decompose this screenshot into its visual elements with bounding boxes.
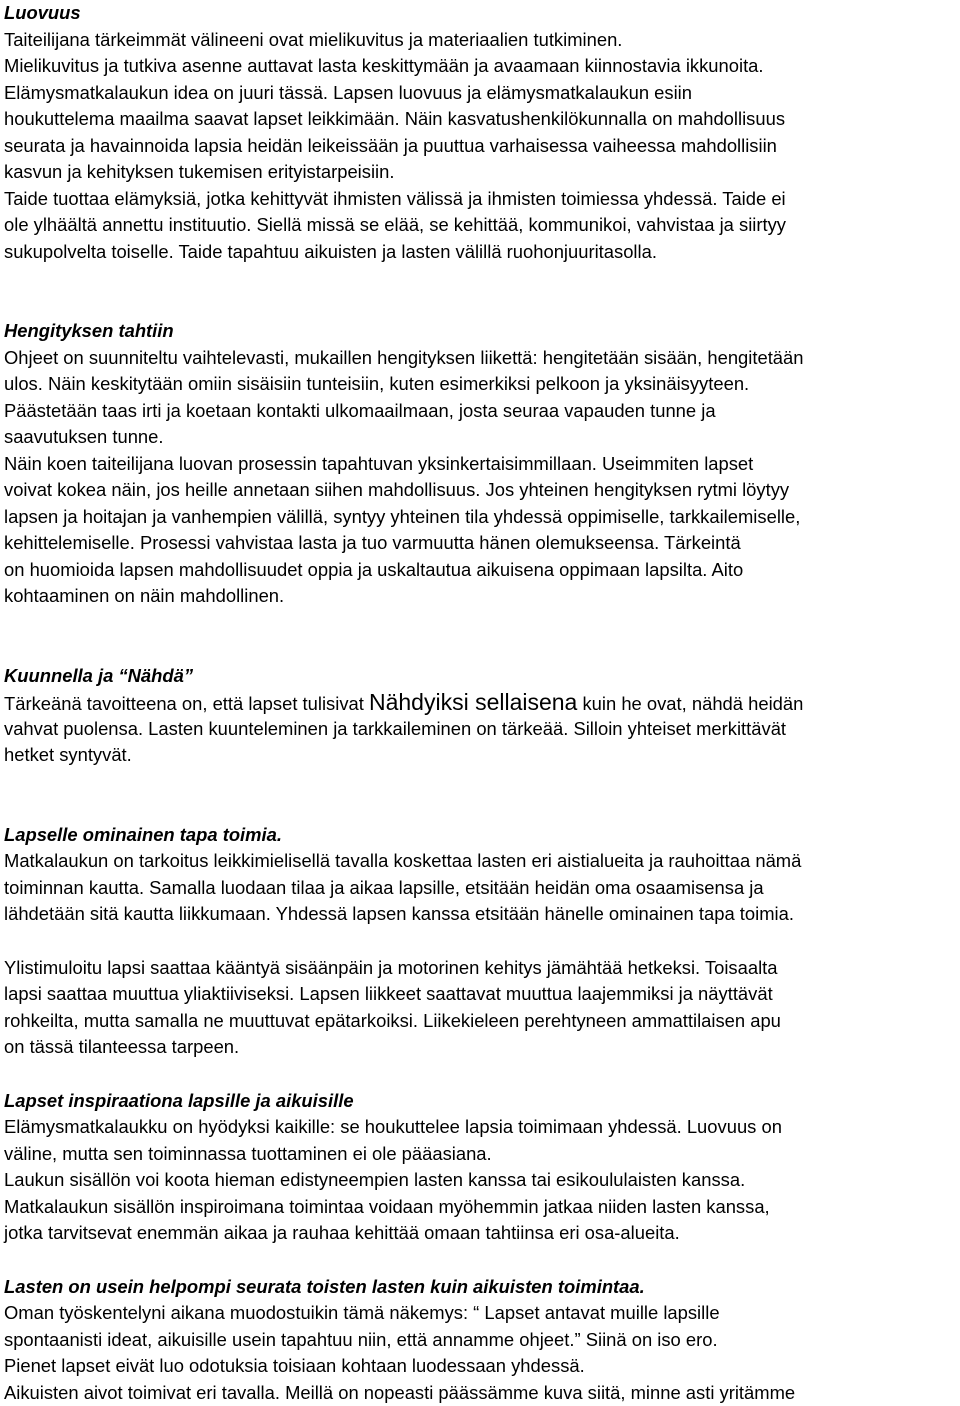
section-body-luovuus — [4, 27, 960, 266]
paragraph-line: kasvun ja kehityksen tukemisen erityistarpeisiin. — [4, 159, 960, 186]
text-run: kuin he ovat, nähdä heidän — [577, 693, 803, 714]
section-body-lasten-helpompi — [4, 1300, 960, 1406]
paragraph-line: Ohjeet on suunniteltu vaihtelevasti, mukaillen hengityksen liikettä: hengitetään sisään, hengitetään — [4, 345, 960, 372]
paragraph-line: spontaanisti ideat, aikuisille usein tapahtuu niin, että annamme ohjeet.” Siinä on iso ero. — [4, 1327, 960, 1354]
paragraph-line: seurata ja havainnoida lapsia heidän leikeissään ja puuttua varhaisessa vaiheessa mahdollisiin — [4, 133, 960, 160]
paragraph-line: hetket syntyvät. — [4, 742, 960, 769]
paragraph-line: Mielikuvitus ja tutkiva asenne auttavat lasta keskittymään ja avaamaan kiinnostavia ikkunoita. — [4, 53, 960, 80]
paragraph-line: on huomioida lapsen mahdollisuudet oppia ja uskaltautua aikuisena oppimaan lapsilta. Aito — [4, 557, 960, 584]
spacer — [4, 928, 960, 955]
paragraph-line: Elämysmatkalaukun idea on juuri tässä. Lapsen luovuus ja elämysmatkalaukun esiin — [4, 80, 960, 107]
paragraph-line: rohkeilta, mutta samalla ne muuttuvat epätarkoiksi. Liikekieleen perehtyneen ammattilaisen apu — [4, 1008, 960, 1035]
paragraph-line: lapsi saattaa muuttua yliaktiiviseksi. Lapsen liikkeet saattavat muuttua laajemmiksi ja näyttävät — [4, 981, 960, 1008]
paragraph-line: kehittelemiselle. Prosessi vahvistaa lasta ja tuo varmuutta hänen olemukseensa. Tärkeintä — [4, 530, 960, 557]
paragraph-line: Aikuisten aivot toimivat eri tavalla. Meillä on nopeasti päässämme kuva siitä, minne asti yritämme — [4, 1380, 960, 1406]
paragraph-line: kohtaaminen on näin mahdollinen. — [4, 583, 960, 610]
paragraph-line: on tässä tilanteessa tarpeen. — [4, 1034, 960, 1061]
paragraph-line: voivat kokea näin, jos heille annetaan siihen mahdollisuus. Jos yhteinen hengityksen rytmi löytyy — [4, 477, 960, 504]
paragraph-line — [4, 689, 960, 716]
paragraph-line: toiminnan kautta. Samalla luodaan tilaa ja aikaa lapsille, etsitään heidän oma osaamisensa ja — [4, 875, 960, 902]
section-heading-kuunnella-ja-nahda: Kuunnella ja “Nähdä” — [4, 663, 960, 690]
paragraph-line: väline, mutta sen toiminnassa tuottaminen ei ole pääasiana. — [4, 1141, 960, 1168]
section-heading-luovuus: Luovuus — [4, 0, 960, 27]
paragraph-line: Laukun sisällön voi koota hieman edistyneempien lasten kanssa tai esikoululaisten kanssa. — [4, 1167, 960, 1194]
section-heading-lasten-helpompi: Lasten on usein helpompi seurata toisten lasten kuin aikuisten toimintaa. — [4, 1274, 960, 1301]
paragraph-line: Taiteilijana tärkeimmät välineeni ovat mielikuvitus ja materiaalien tutkiminen. — [4, 27, 960, 54]
emphasized-text-run: Nähdyiksi sellaisena — [369, 689, 577, 715]
paragraph-line: Matkalaukun sisällön inspiroimana toimintaa voidaan myöhemmin jatkaa niiden lasten kanssa, — [4, 1194, 960, 1221]
paragraph-line: Matkalaukun on tarkoitus leikkimielisellä tavalla koskettaa lasten eri aistialueita ja rauhoittaa nämä — [4, 848, 960, 875]
paragraph-line: Näin koen taiteilijana luovan prosessin tapahtuvan yksinkertaisimmillaan. Useimmiten lapset — [4, 451, 960, 478]
spacer — [4, 265, 960, 318]
section-heading-lapset-inspiraationa: Lapset inspiraationa lapsille ja aikuisille — [4, 1088, 960, 1115]
section-body-kuunnella-ja-nahda — [4, 689, 960, 769]
spacer — [4, 769, 960, 822]
paragraph-line: Pienet lapset eivät luo odotuksia toisiaan kohtaan luodessaan yhdessä. — [4, 1353, 960, 1380]
section-body-lapset-inspiraationa — [4, 1114, 960, 1247]
paragraph-line: vahvat puolensa. Lasten kuunteleminen ja tarkkaileminen on tärkeää. Silloin yhteiset merkittävät — [4, 716, 960, 743]
section-heading-hengityksen-tahtiin: Hengityksen tahtiin — [4, 318, 960, 345]
section-body-hengityksen-tahtiin — [4, 345, 960, 610]
paragraph-line: saavutuksen tunne. — [4, 424, 960, 451]
paragraph-line: jotka tarvitsevat enemmän aikaa ja rauhaa kehittää omaan tahtiinsa eri osa-alueita. — [4, 1220, 960, 1247]
text-run: Tärkeänä tavoitteena on, että lapset tulisivat — [4, 693, 369, 714]
paragraph-line: Päästetään taas irti ja koetaan kontakti ulkomaailmaan, josta seuraa vapauden tunne ja — [4, 398, 960, 425]
paragraph-line: lähdetään sitä kautta liikkumaan. Yhdessä lapsen kanssa etsitään hänelle ominainen tapa toimia. — [4, 901, 960, 928]
section-body-lapselle-ominainen — [4, 848, 960, 1061]
paragraph-line: lapsen ja hoitajan ja vanhempien välillä, syntyy yhteinen tila yhdessä oppimiselle, tarkkailemiselle, — [4, 504, 960, 531]
paragraph-line: Taide tuottaa elämyksiä, jotka kehittyvät ihmisten välissä ja ihmisten toimiessa yhdessä. Taide ei — [4, 186, 960, 213]
paragraph-line: ole ylhäältä annettu instituutio. Siellä missä se elää, se kehittää, kommunikoi, vahvistaa ja siirtyy — [4, 212, 960, 239]
spacer — [4, 1247, 960, 1274]
paragraph-line: sukupolvelta toiselle. Taide tapahtuu aikuisten ja lasten välillä ruohonjuuritasolla. — [4, 239, 960, 266]
paragraph-line: ulos. Näin keskitytään omiin sisäisiin tunteisiin, kuten esimerkiksi pelkoon ja yksinäisyyteen. — [4, 371, 960, 398]
paragraph-line: Ylistimuloitu lapsi saattaa kääntyä sisäänpäin ja motorinen kehitys jämähtää hetkeksi. Toisaalta — [4, 955, 960, 982]
document-page — [4, 0, 960, 1406]
section-heading-lapselle-ominainen: Lapselle ominainen tapa toimia. — [4, 822, 960, 849]
paragraph-line: houkuttelema maailma saavat lapset leikkimään. Näin kasvatushenkilökunnalla on mahdollisuus — [4, 106, 960, 133]
spacer — [4, 1061, 960, 1088]
paragraph-line: Elämysmatkalaukku on hyödyksi kaikille: se houkuttelee lapsia toimimaan yhdessä. Luovuus on — [4, 1114, 960, 1141]
paragraph-line: Oman työskentelyni aikana muodostuikin tämä näkemys: “ Lapset antavat muille lapsille — [4, 1300, 960, 1327]
spacer — [4, 610, 960, 663]
